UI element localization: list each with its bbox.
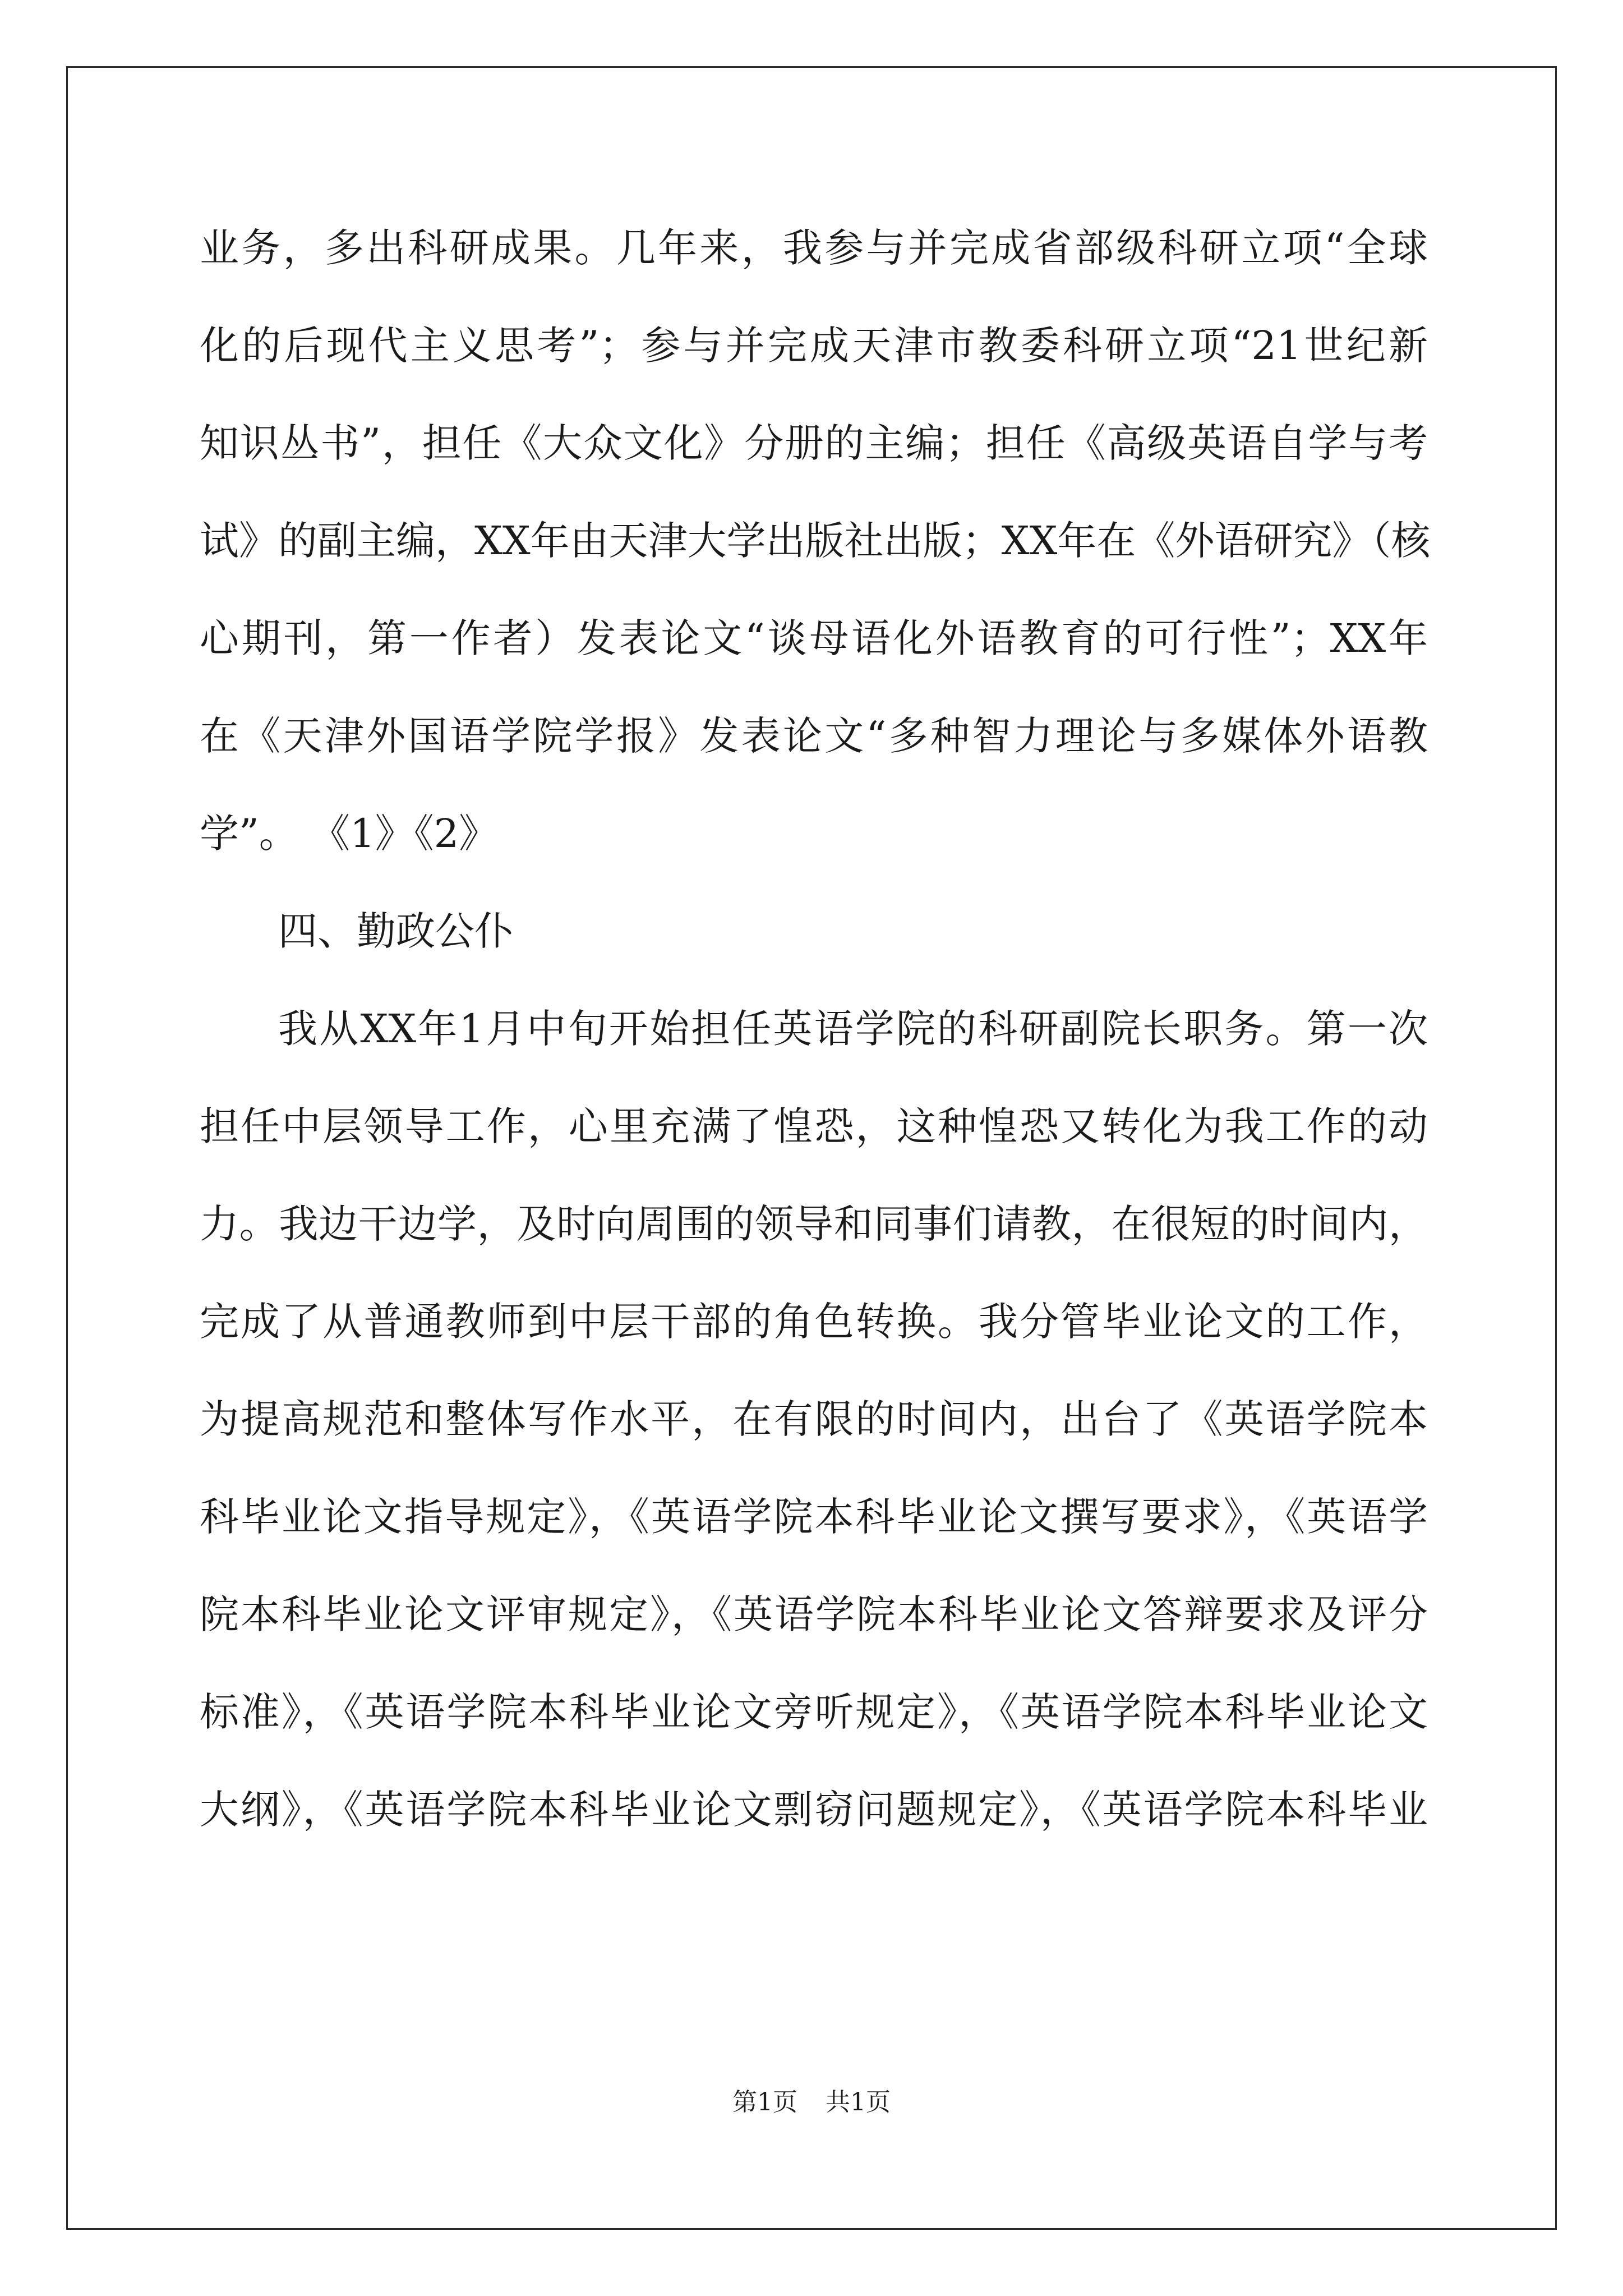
body-line: 科毕业论文指导规定》，《英语学院本科毕业论文撰写要求》，《英语学 xyxy=(200,1494,1428,1540)
body-line: 学”。 《1》《2》 xyxy=(200,811,499,857)
body-line: 业务，多出科研成果。几年来，我参与并完成省部级科研立项“全球 xyxy=(200,225,1428,271)
body-line: 标准》，《英语学院本科毕业论文旁听规定》，《英语学院本科毕业论文 xyxy=(200,1689,1428,1735)
body-line: 化的后现代主义思考”；参与并完成天津市教委科研立项“21世纪新 xyxy=(200,323,1428,369)
body-line: 担任中层领导工作，心里充满了惶恐，这种惶恐又转化为我工作的动 xyxy=(200,1103,1428,1149)
body-line: 试》的副主编，XX年由天津大学出版社出版；XX年在《外语研究》（核 xyxy=(200,518,1431,564)
page-number: 第1页 xyxy=(732,2088,797,2116)
body-line: 大纲》，《英语学院本科毕业论文剽窃问题规定》，《英语学院本科毕业 xyxy=(200,1787,1428,1833)
section-heading: 四、勤政公仆 xyxy=(278,908,514,954)
body-line: 完成了从普通教师到中层干部的角色转换。我分管毕业论文的工作， xyxy=(200,1299,1428,1345)
body-line: 知识丛书”，担任《大众文化》分册的主编；担任《高级英语自学与考 xyxy=(200,420,1428,466)
body-line: 在《天津外国语学院学报》发表论文“多种智力理论与多媒体外语教 xyxy=(200,713,1428,759)
body-line: 为提高规范和整体写作水平，在有限的时间内，出台了《英语学院本 xyxy=(200,1396,1428,1442)
document-body xyxy=(200,199,1431,1858)
body-line: 心期刊，第一作者）发表论文“谈母语化外语教育的可行性”；XX年 xyxy=(200,615,1428,661)
page-count: 共1页 xyxy=(826,2088,891,2116)
body-line: 力。我边干边学，及时向周围的领导和同事们请教，在很短的时间内， xyxy=(200,1201,1428,1247)
body-line: 院本科毕业论文评审规定》，《英语学院本科毕业论文答辩要求及评分 xyxy=(200,1591,1428,1637)
page-footer xyxy=(0,2086,1623,2119)
body-line: 我从XX年1月中旬开始担任英语学院的科研副院长职务。第一次 xyxy=(278,1006,1428,1052)
